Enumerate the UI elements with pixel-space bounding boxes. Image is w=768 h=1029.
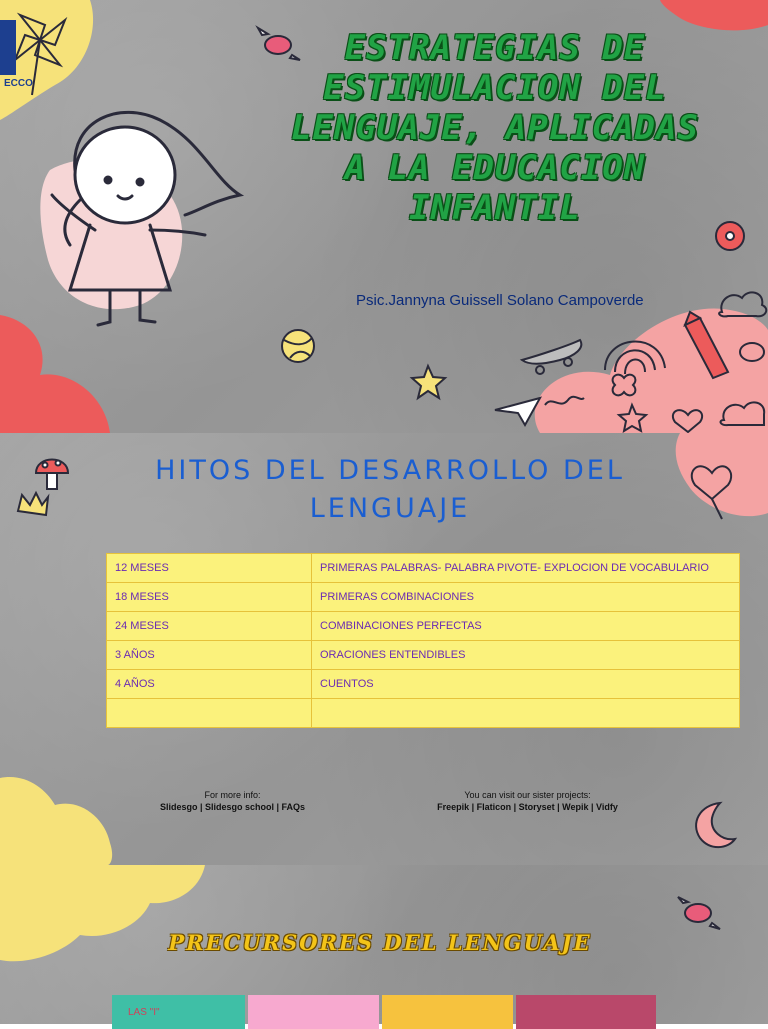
footer-right [400,789,655,813]
candy-icon-3 [678,897,720,929]
coral-blob-bottom-left [0,315,110,433]
ball-icon [282,330,314,362]
age-cell: 4 AÑOS [107,670,312,699]
moon-icon [696,803,735,847]
coral-blob-top-right [660,0,768,30]
table-row [107,641,740,670]
yellow-blob-bottom-left [0,777,112,865]
star-icon [412,366,445,398]
table-row [107,670,740,699]
table-row [107,612,740,641]
precursor-box-1-label: LAS "I" [128,1007,160,1018]
slide-title [0,0,768,433]
milestone-cell [312,699,740,728]
milestone-cell: ORACIONES ENTENDIBLES [312,641,740,670]
age-cell: 18 MESES [107,583,312,612]
milestone-cell: CUENTOS [312,670,740,699]
age-cell: 12 MESES [107,554,312,583]
table-row [107,699,740,728]
author-name: Psic.Jannyna Guissell Solano Campoverde [356,292,644,309]
crown-icon [18,493,48,515]
age-cell: 24 MESES [107,612,312,641]
table-row [107,583,740,612]
flower-icon [716,222,744,250]
main-title: ESTRATEGIAS DE ESTIMULACION DEL LENGUAJE, APLICADAS A LA EDUCACION INFANTIL [291,28,699,228]
footer-left-links[interactable]: Slidesgo | Slidesgo school | FAQs [159,802,306,812]
mushroom-icon [36,460,68,490]
milestones-table [106,553,740,728]
hitos-title: HITOS DEL DESARROLLO DEL LENGUAJE [155,455,625,524]
table-row [107,554,740,583]
pink-blob-bottom-right [535,308,768,433]
logo-letter-block [0,20,16,75]
footer-right-links[interactable]: Freepik | Flaticon | Storyset | Wepik | Vidfy [437,802,618,812]
logo-text: ECCO [4,78,33,89]
candy-icon-right [740,343,764,361]
milestone-cell: COMBINACIONES PERFECTAS [312,612,740,641]
age-cell [107,699,312,728]
footer-left-heading: For more info: [204,790,261,800]
precursores-title: PRECURSORES DEL LENGUAJE [168,930,592,955]
milestone-cell: PRIMERAS PALABRAS- PALABRA PIVOTE- EXPLOCION DE VOCABULARIO [312,554,740,583]
footer-left [120,789,345,813]
paper-plane-icon [495,398,540,425]
milestone-cell: PRIMERAS COMBINACIONES [312,583,740,612]
footer-right-heading: You can visit our sister projects: [464,790,591,800]
skateboard-icon [522,340,581,374]
age-cell: 3 AÑOS [107,641,312,670]
